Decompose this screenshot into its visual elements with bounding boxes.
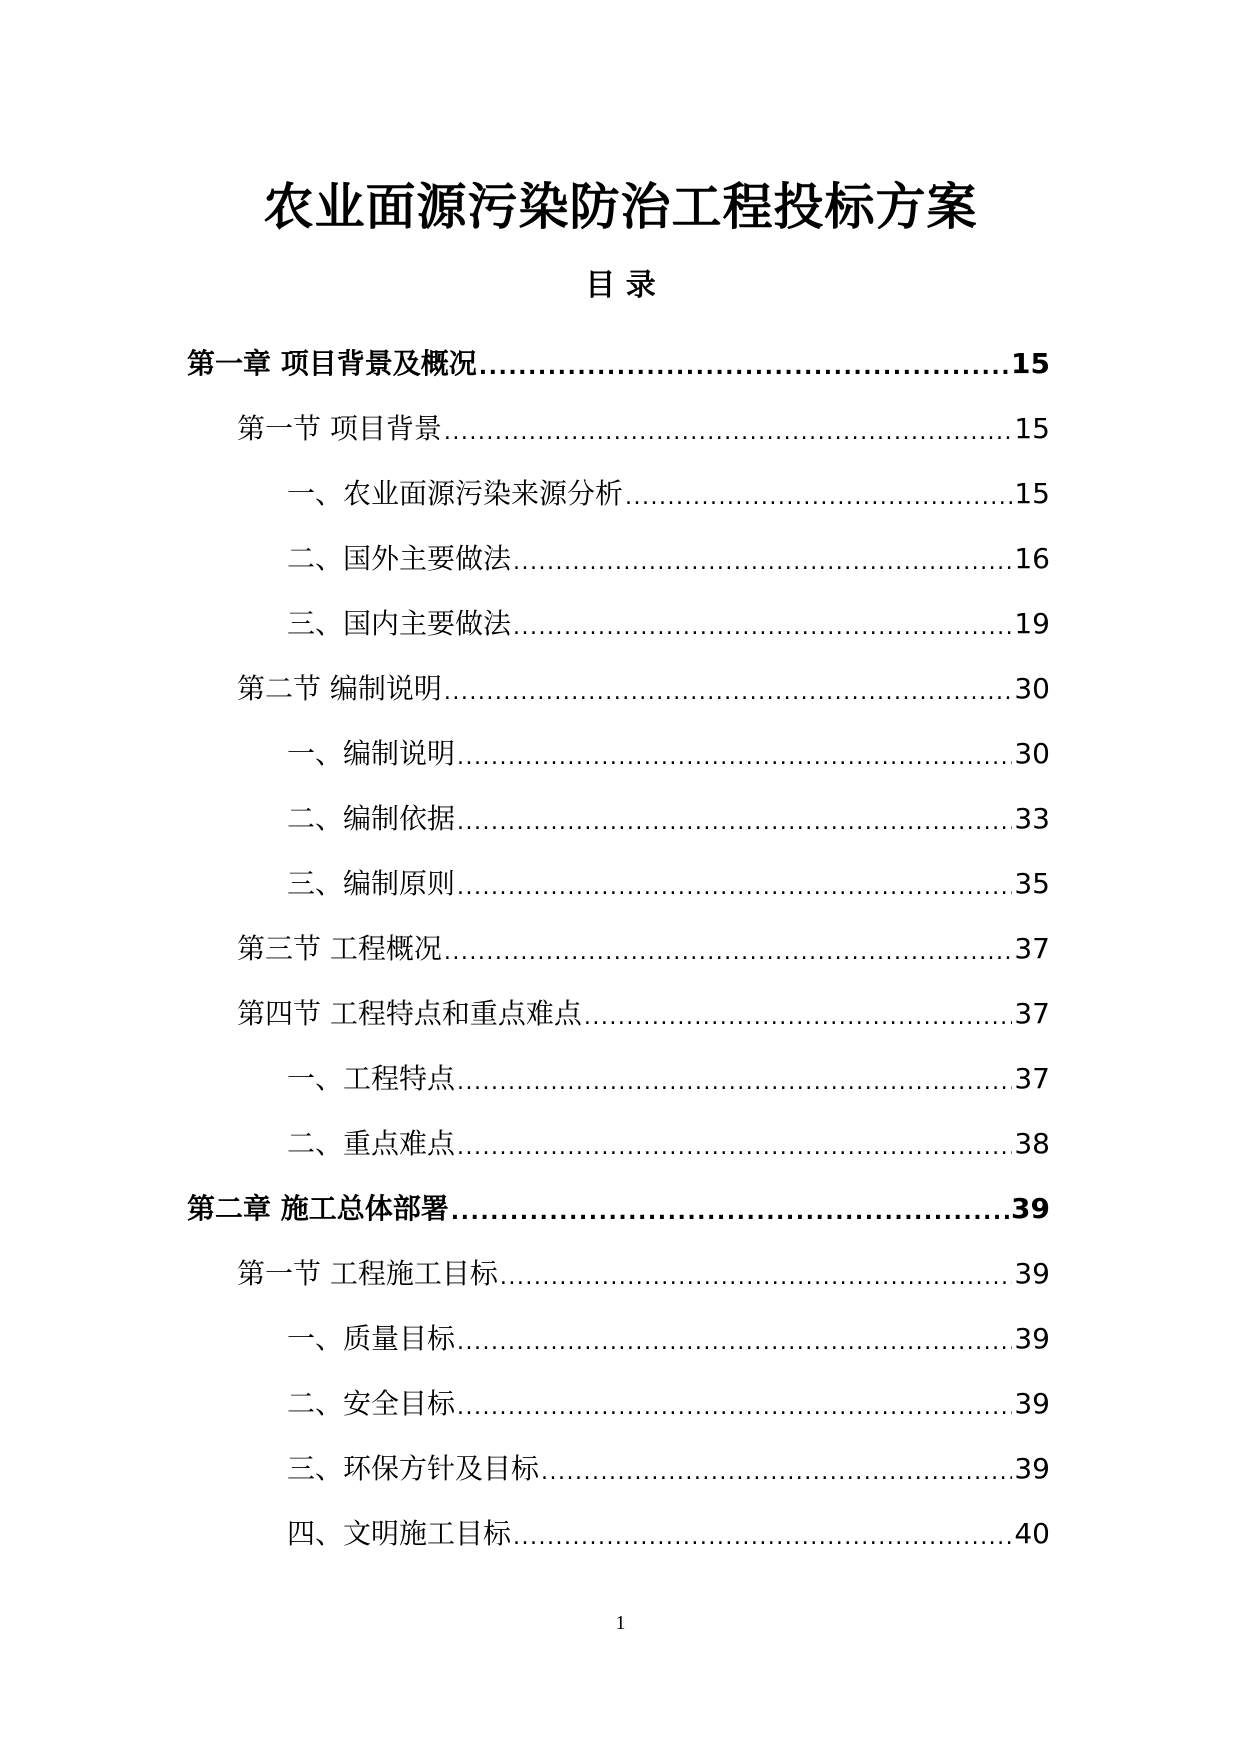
toc-dot-leader [444, 409, 1012, 449]
toc-dot-leader [513, 1514, 1012, 1554]
toc-dot-leader [451, 1189, 1009, 1229]
toc-entry[interactable] [0, 656, 1241, 721]
toc-entry[interactable] [0, 1306, 1241, 1371]
toc-entry-page: 15 [1011, 346, 1050, 380]
toc-entry-page: 37 [1014, 931, 1050, 965]
toc-entry[interactable] [0, 1436, 1241, 1501]
toc-entry-page: 38 [1014, 1126, 1050, 1160]
toc-dot-leader [444, 669, 1012, 709]
toc-entry-page: 39 [1014, 1321, 1050, 1355]
toc-entry[interactable] [0, 1046, 1241, 1111]
toc-entry-label: 一、工程特点 [287, 1061, 456, 1095]
toc-dot-leader [457, 1384, 1012, 1424]
toc-entry[interactable] [0, 721, 1241, 786]
toc-dot-leader [457, 1124, 1012, 1164]
toc-dot-leader [584, 994, 1012, 1034]
toc-entry-label: 第一节 工程施工目标 [237, 1256, 498, 1290]
toc-dot-leader [513, 539, 1012, 579]
toc-dot-leader [457, 1059, 1012, 1099]
toc-entry-page: 16 [1014, 541, 1050, 575]
toc-entry[interactable] [0, 1371, 1241, 1436]
toc-entry[interactable] [0, 1111, 1241, 1176]
toc-entry-page: 39 [1014, 1256, 1050, 1290]
toc-entry-label: 三、国内主要做法 [287, 606, 512, 640]
toc-entry[interactable] [0, 526, 1241, 591]
toc-dot-leader [500, 1254, 1012, 1294]
toc-entry-page: 19 [1014, 606, 1050, 640]
toc-entry[interactable] [0, 851, 1241, 916]
toc-entry-label: 第四节 工程特点和重点难点 [237, 996, 582, 1030]
toc-entry-page: 40 [1014, 1516, 1050, 1550]
toc-heading: 目 录 [585, 268, 656, 303]
toc-dot-leader [625, 474, 1012, 514]
toc-entry-page: 37 [1014, 1061, 1050, 1095]
toc-entry[interactable] [0, 1501, 1241, 1566]
toc-entry[interactable] [0, 396, 1241, 461]
toc-entry-page: 15 [1014, 476, 1050, 510]
toc-entry-page: 37 [1014, 996, 1050, 1030]
toc-entry-label: 二、国外主要做法 [287, 541, 512, 575]
toc-entry-label: 第三节 工程概况 [237, 931, 442, 965]
toc-entry[interactable] [0, 331, 1241, 396]
toc-entry[interactable] [0, 1241, 1241, 1306]
toc-entry-label: 四、文明施工目标 [287, 1516, 512, 1550]
toc-entry-page: 30 [1014, 671, 1050, 705]
toc-entry[interactable] [0, 1176, 1241, 1241]
toc-entry-page: 35 [1014, 866, 1050, 900]
toc-entry-page: 33 [1014, 801, 1050, 835]
toc-entry-page: 30 [1014, 736, 1050, 770]
toc-entry-label: 三、环保方针及目标 [287, 1451, 540, 1485]
toc-entry[interactable] [0, 786, 1241, 851]
table-of-contents [0, 331, 1241, 1566]
toc-entry-page: 39 [1011, 1191, 1050, 1225]
toc-entry-label: 二、安全目标 [287, 1386, 456, 1420]
page-number: 1 [615, 1612, 626, 1634]
toc-dot-leader [444, 929, 1012, 969]
toc-entry-label: 一、质量目标 [287, 1321, 456, 1355]
toc-entry-label: 二、编制依据 [287, 801, 456, 835]
toc-entry-label: 一、农业面源污染来源分析 [287, 476, 624, 510]
toc-dot-leader [513, 604, 1012, 644]
toc-entry[interactable] [0, 981, 1241, 1046]
toc-entry-label: 第二章 施工总体部署 [187, 1191, 449, 1225]
toc-dot-leader [541, 1449, 1012, 1489]
toc-entry[interactable] [0, 591, 1241, 656]
toc-dot-leader [479, 344, 1009, 384]
toc-dot-leader [457, 734, 1012, 774]
toc-entry[interactable] [0, 916, 1241, 981]
toc-entry[interactable] [0, 461, 1241, 526]
toc-dot-leader [457, 799, 1012, 839]
toc-entry-page: 15 [1014, 411, 1050, 445]
document-title: 农业面源污染防治工程投标方案 [263, 178, 978, 236]
toc-entry-label: 第一章 项目背景及概况 [187, 346, 477, 380]
toc-entry-page: 39 [1014, 1386, 1050, 1420]
toc-entry-label: 第二节 编制说明 [237, 671, 442, 705]
toc-dot-leader [457, 864, 1012, 904]
toc-entry-label: 第一节 项目背景 [237, 411, 442, 445]
toc-entry-label: 一、编制说明 [287, 736, 456, 770]
toc-entry-page: 39 [1014, 1451, 1050, 1485]
toc-entry-label: 二、重点难点 [287, 1126, 456, 1160]
toc-dot-leader [457, 1319, 1012, 1359]
toc-entry-label: 三、编制原则 [287, 866, 456, 900]
